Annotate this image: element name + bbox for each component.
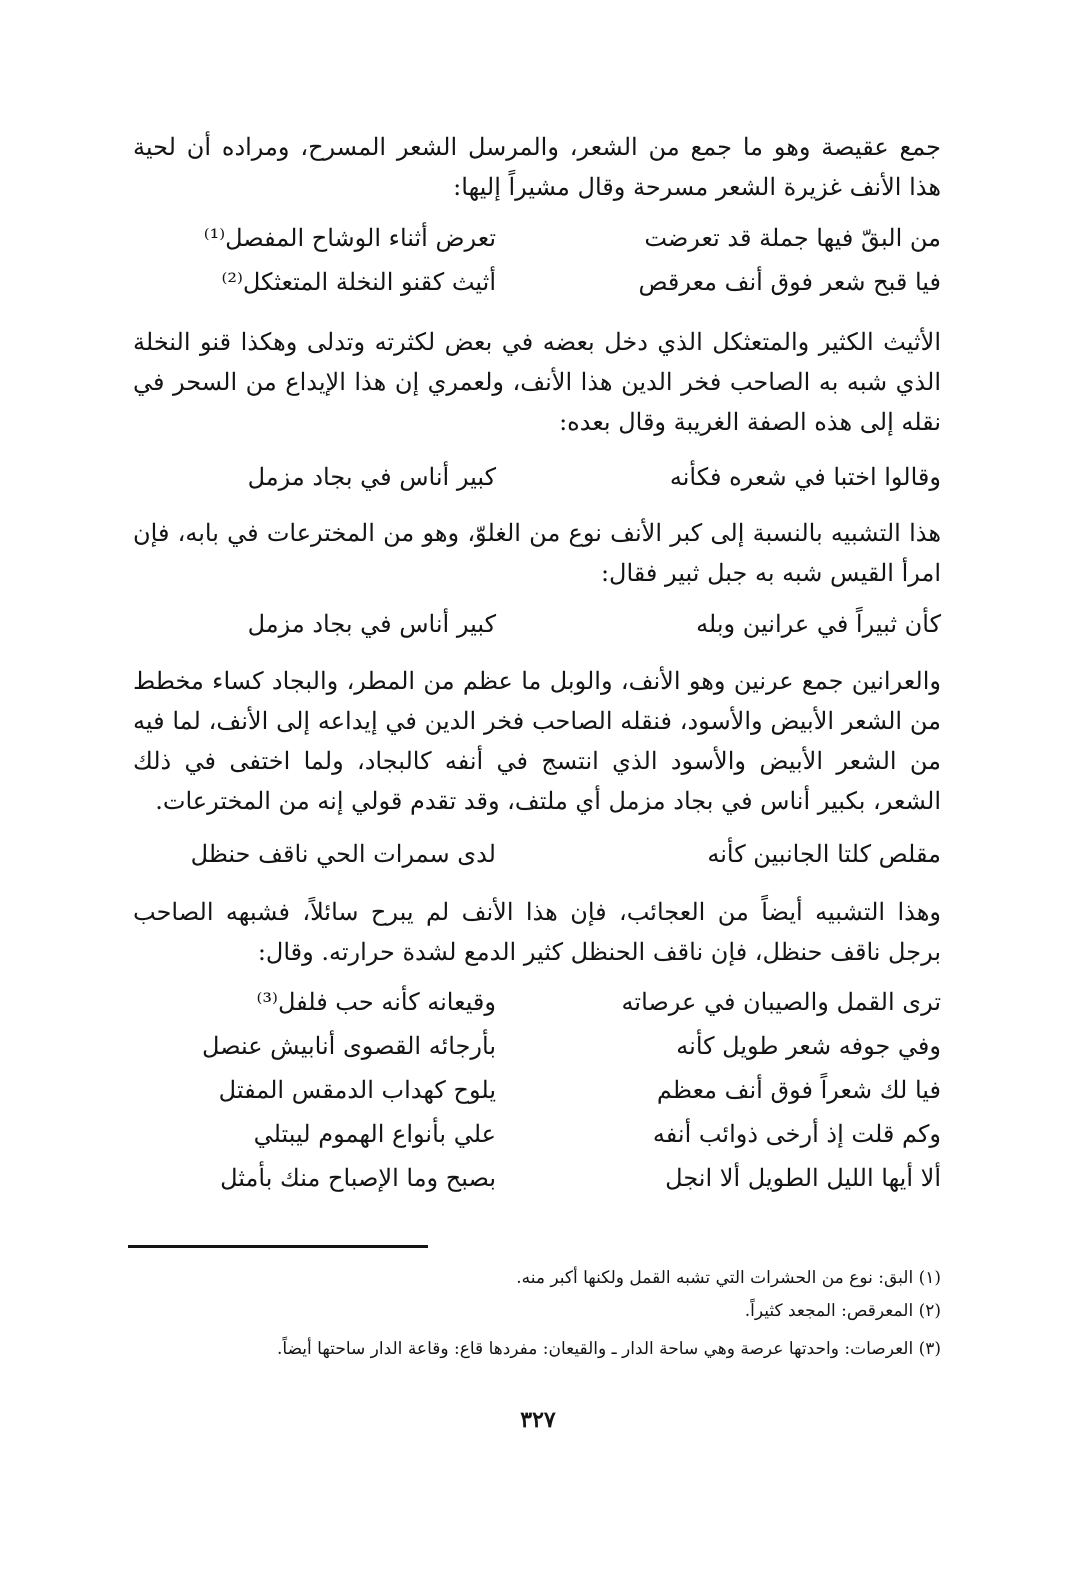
verse-block <box>133 988 941 1208</box>
verse-second-hemistich: كبير أناس في بجاد مزمل <box>247 463 496 491</box>
verse-first-hemistich: ألا أيها الليل الطويل ألا انجل <box>665 1164 941 1192</box>
verse-line <box>133 1076 941 1120</box>
verse-second-hemistich: بصبح وما الإصباح منك بأمثل <box>220 1164 496 1192</box>
verse-line <box>133 988 941 1032</box>
verse-first-hemistich: فيا قبح شعر فوق أنف معرقص <box>638 268 941 296</box>
verse-line <box>133 1164 941 1208</box>
paragraph: وهذا التشبيه أيضاً من العجائب، فإن هذا الأنف لم يبرح سائلاً، فشبهه الصاحب برجل ناقف حنظل، فإن ناقف الحنظل كثير الدمع لشدة حرارته. وقال: <box>133 898 941 966</box>
paragraph: والعرانين جمع عرنين وهو الأنف، والوبل ما عظم من المطر، والبجاد كساء مخطط من الشعر الأبيض والأسود، فنقله الصاحب فخر الدين في إيداعه إلى الأنف، لما فيه من الشعر الأبيض والأسود الذي انتسج في أنفه كالبجاد، ولما اختفى في ذلك الشعر، بكبير أناس في بجاد مزمل أي ملتف، وقد تقدم قولي إنه من المخترعات. <box>133 667 941 815</box>
verse-line <box>133 224 941 268</box>
verse-first-hemistich: وقالوا اختبا في شعره فكأنه <box>669 463 941 491</box>
verse-line <box>133 1032 941 1076</box>
footnote: (٣) العرصات: واحدتها عرصة وهي ساحة الدار ـ والقيعان: مفردها قاع: وقاعة الدار ساحتها أيضاً. <box>276 1339 941 1359</box>
verse-line <box>133 463 941 507</box>
verse-second-hemistich: لدى سمرات الحي ناقف حنظل <box>190 840 496 868</box>
footnote-divider <box>128 1245 428 1248</box>
verse-second-hemistich: تعرض أثناء الوشاح المفصل⁽¹⁾ <box>203 224 496 252</box>
verse-second-hemistich: وقيعانه كأنه حب فلفل⁽³⁾ <box>256 988 496 1016</box>
page-number: ٣٢٧ <box>520 1407 556 1433</box>
footnote: (١) البق: نوع من الحشرات التي تشبه القمل ولكنها أكبر منه. <box>516 1268 941 1288</box>
verse-second-hemistich: يلوح كهداب الدمقس المفتل <box>218 1076 496 1104</box>
verse-block <box>133 224 941 312</box>
verse-first-hemistich: كأن ثبيراً في عرانين وبله <box>696 610 941 638</box>
verse-line <box>133 840 941 884</box>
verse-first-hemistich: فيا لك شعراً فوق أنف معظم <box>656 1076 941 1104</box>
paragraph: جمع عقيصة وهو ما جمع من الشعر، والمرسل الشعر المسرح، ومراده أن لحية هذا الأنف غزيرة الشعر مسرحة وقال مشيراً إليها: <box>133 133 941 201</box>
verse-second-hemistich: أثيث كقنو النخلة المتعثكل⁽²⁾ <box>221 268 496 296</box>
verse-first-hemistich: ترى القمل والصيبان في عرصاته <box>621 988 941 1016</box>
verse-second-hemistich: بأرجائه القصوى أنابيش عنصل <box>201 1032 496 1060</box>
verse-first-hemistich: مقلص كلتا الجانبين كأنه <box>707 840 941 868</box>
verse-second-hemistich: علي بأنواع الهموم ليبتلي <box>253 1120 496 1148</box>
verse-first-hemistich: وكم قلت إذ أرخى ذوائب أنفه <box>652 1120 941 1148</box>
paragraph: هذا التشبيه بالنسبة إلى كبر الأنف نوع من الغلوّ، وهو من المخترعات في بابه، فإن امرأ القيس شبه به جبل ثبير فقال: <box>133 519 941 587</box>
footnote: (٢) المعرقص: المجعد كثيراً. <box>744 1301 941 1321</box>
paragraph: الأثيث الكثير والمتعثكل الذي دخل بعضه في بعض لكثرته وتدلى وهكذا قنو النخلة الذي شبه به الصاحب فخر الدين هذا الأنف، ولعمري إن هذا الإيداع من السحر في نقله إلى هذه الصفة الغريبة وقال بعده: <box>133 328 941 436</box>
verse-second-hemistich: كبير أناس في بجاد مزمل <box>247 610 496 638</box>
verse-first-hemistich: من البقّ فيها جملة قد تعرضت <box>644 224 941 252</box>
verse-line <box>133 268 941 312</box>
verse-block <box>133 463 941 507</box>
verse-first-hemistich: وفي جوفه شعر طويل كأنه <box>676 1032 941 1060</box>
verse-line <box>133 1120 941 1164</box>
verse-block <box>133 610 941 654</box>
verse-line <box>133 610 941 654</box>
verse-block <box>133 840 941 884</box>
